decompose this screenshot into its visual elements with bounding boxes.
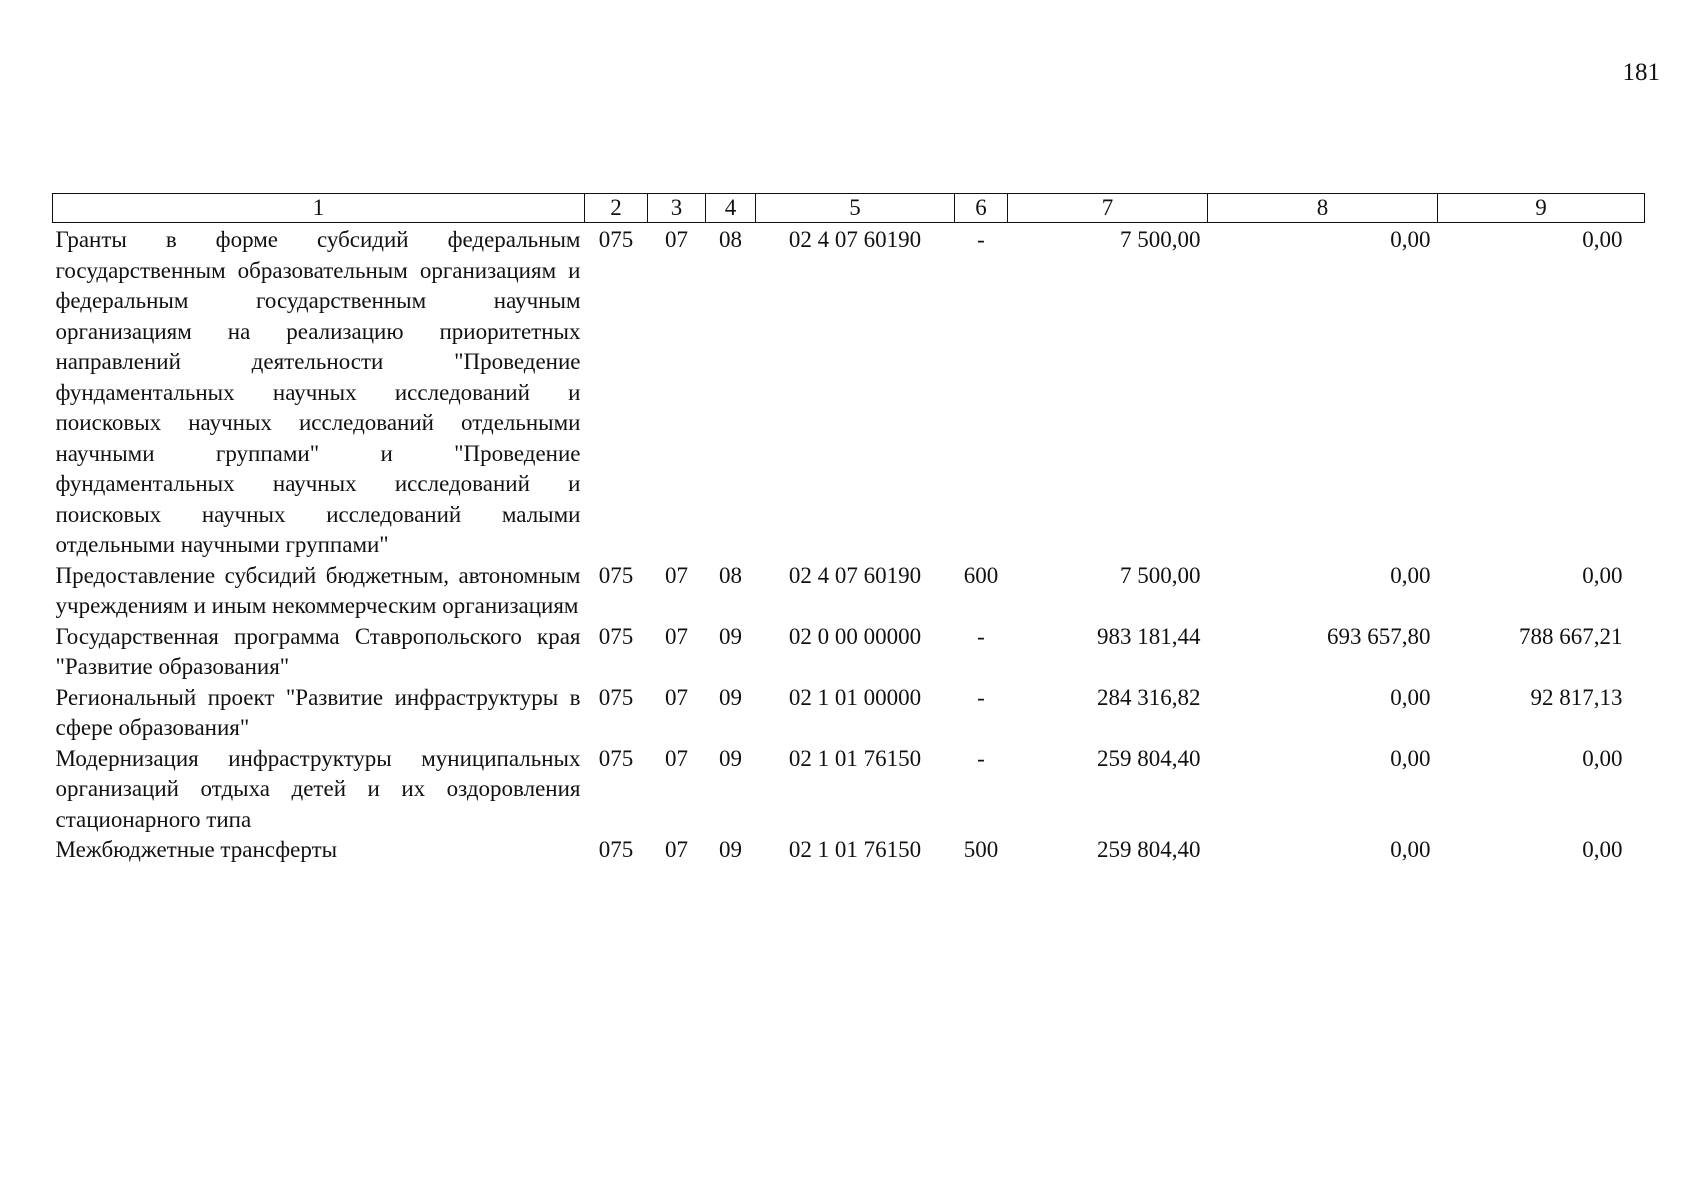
cell-section-code: 07 (665, 684, 688, 710)
table-row (53, 223, 1645, 561)
cell-expense-type: - (977, 684, 985, 710)
column-number-header-row (53, 194, 1645, 223)
row-description: Предоставление субсидий бюджетным, автономным учреждениям и иным некоммерческим организациям (55, 562, 581, 618)
cell-amount-col9: 92 817,13 (1530, 684, 1623, 710)
cell-section-code: 07 (665, 623, 688, 649)
cell-amount-col8: 0,00 (1390, 227, 1431, 252)
cell-ministry-code: 075 (598, 745, 634, 771)
cell-subsection-code: 08 (719, 562, 742, 588)
cell-subsection-code: 09 (719, 623, 742, 649)
cell-section-code: 07 (665, 837, 688, 862)
cell-amount-col7: 7 500,00 (1120, 227, 1201, 252)
cell-ministry-code: 075 (598, 562, 634, 588)
cell-amount-col7: 7 500,00 (1120, 562, 1201, 588)
cell-amount-col8: 0,00 (1390, 837, 1431, 862)
column-header-2: 2 (585, 194, 648, 223)
table-row (53, 622, 1645, 683)
cell-subsection-code: 09 (719, 684, 742, 710)
cell-expense-type: - (977, 623, 985, 649)
cell-amount-col9: 0,00 (1582, 745, 1623, 771)
column-header-7: 7 (1008, 194, 1208, 223)
row-description: Межбюджетные трансферты (55, 837, 338, 862)
cell-expense-type: - (977, 227, 985, 252)
cell-amount-col9: 0,00 (1582, 227, 1623, 252)
row-description: Государственная программа Ставропольского края "Развитие образования" (55, 623, 581, 679)
cell-section-code: 07 (665, 745, 688, 771)
cell-target-article: 02 1 01 76150 (788, 837, 922, 862)
page-number: 181 (1622, 59, 1660, 86)
cell-expense-type: - (977, 745, 985, 771)
cell-amount-col9: 0,00 (1582, 562, 1623, 588)
cell-section-code: 07 (665, 562, 688, 588)
cell-ministry-code: 075 (598, 837, 634, 862)
row-description: Модернизация инфраструктуры муниципальных организаций отдыха детей и их оздоровления стационарного типа (55, 745, 581, 832)
cell-amount-col9: 788 667,21 (1519, 623, 1623, 649)
column-header-9: 9 (1438, 194, 1645, 223)
row-description: Региональный проект "Развитие инфраструктуры в сфере образования" (55, 684, 581, 740)
cell-target-article: 02 4 07 60190 (788, 562, 922, 588)
cell-ministry-code: 075 (598, 684, 634, 710)
cell-amount-col8: 0,00 (1390, 745, 1431, 771)
cell-amount-col7: 259 804,40 (1097, 837, 1201, 862)
cell-target-article: 02 1 01 76150 (788, 745, 922, 771)
cell-amount-col9: 0,00 (1582, 837, 1623, 862)
cell-amount-col8: 693 657,80 (1327, 623, 1431, 649)
budget-table-container (52, 193, 1644, 866)
cell-target-article: 02 0 00 00000 (788, 623, 922, 649)
table-row (53, 561, 1645, 622)
cell-ministry-code: 075 (598, 623, 634, 649)
column-header-4: 4 (706, 194, 756, 223)
cell-target-article: 02 4 07 60190 (788, 227, 922, 252)
cell-amount-col8: 0,00 (1390, 684, 1431, 710)
cell-expense-type: 500 (963, 837, 999, 862)
cell-ministry-code: 075 (598, 227, 634, 252)
column-header-3: 3 (648, 194, 706, 223)
cell-subsection-code: 09 (719, 837, 742, 862)
cell-section-code: 07 (665, 227, 688, 252)
budget-table (52, 193, 1645, 866)
cell-amount-col7: 284 316,82 (1097, 684, 1201, 710)
column-header-8: 8 (1208, 194, 1438, 223)
cell-subsection-code: 09 (719, 745, 742, 771)
table-row (53, 683, 1645, 744)
cell-amount-col7: 983 181,44 (1097, 623, 1201, 649)
table-row (53, 744, 1645, 836)
row-description: Гранты в форме субсидий федеральным государственным образовательным организациям и федеральным государственным научным организациям на реализацию приоритетных направлений деятельности "Проведение фундаментальных научных исследований и поисковых научных исследований отдельными научными группами" и "Проведение фундаментальных научных исследований и поисковых научных исследований малыми отдельными научными группами" (55, 227, 581, 557)
column-header-5: 5 (756, 194, 955, 223)
table-row (53, 835, 1645, 866)
cell-subsection-code: 08 (719, 227, 742, 252)
cell-target-article: 02 1 01 00000 (788, 684, 922, 710)
cell-expense-type: 600 (963, 562, 999, 588)
cell-amount-col7: 259 804,40 (1097, 745, 1201, 771)
column-header-1: 1 (53, 194, 585, 223)
column-header-6: 6 (955, 194, 1008, 223)
cell-amount-col8: 0,00 (1390, 562, 1431, 588)
